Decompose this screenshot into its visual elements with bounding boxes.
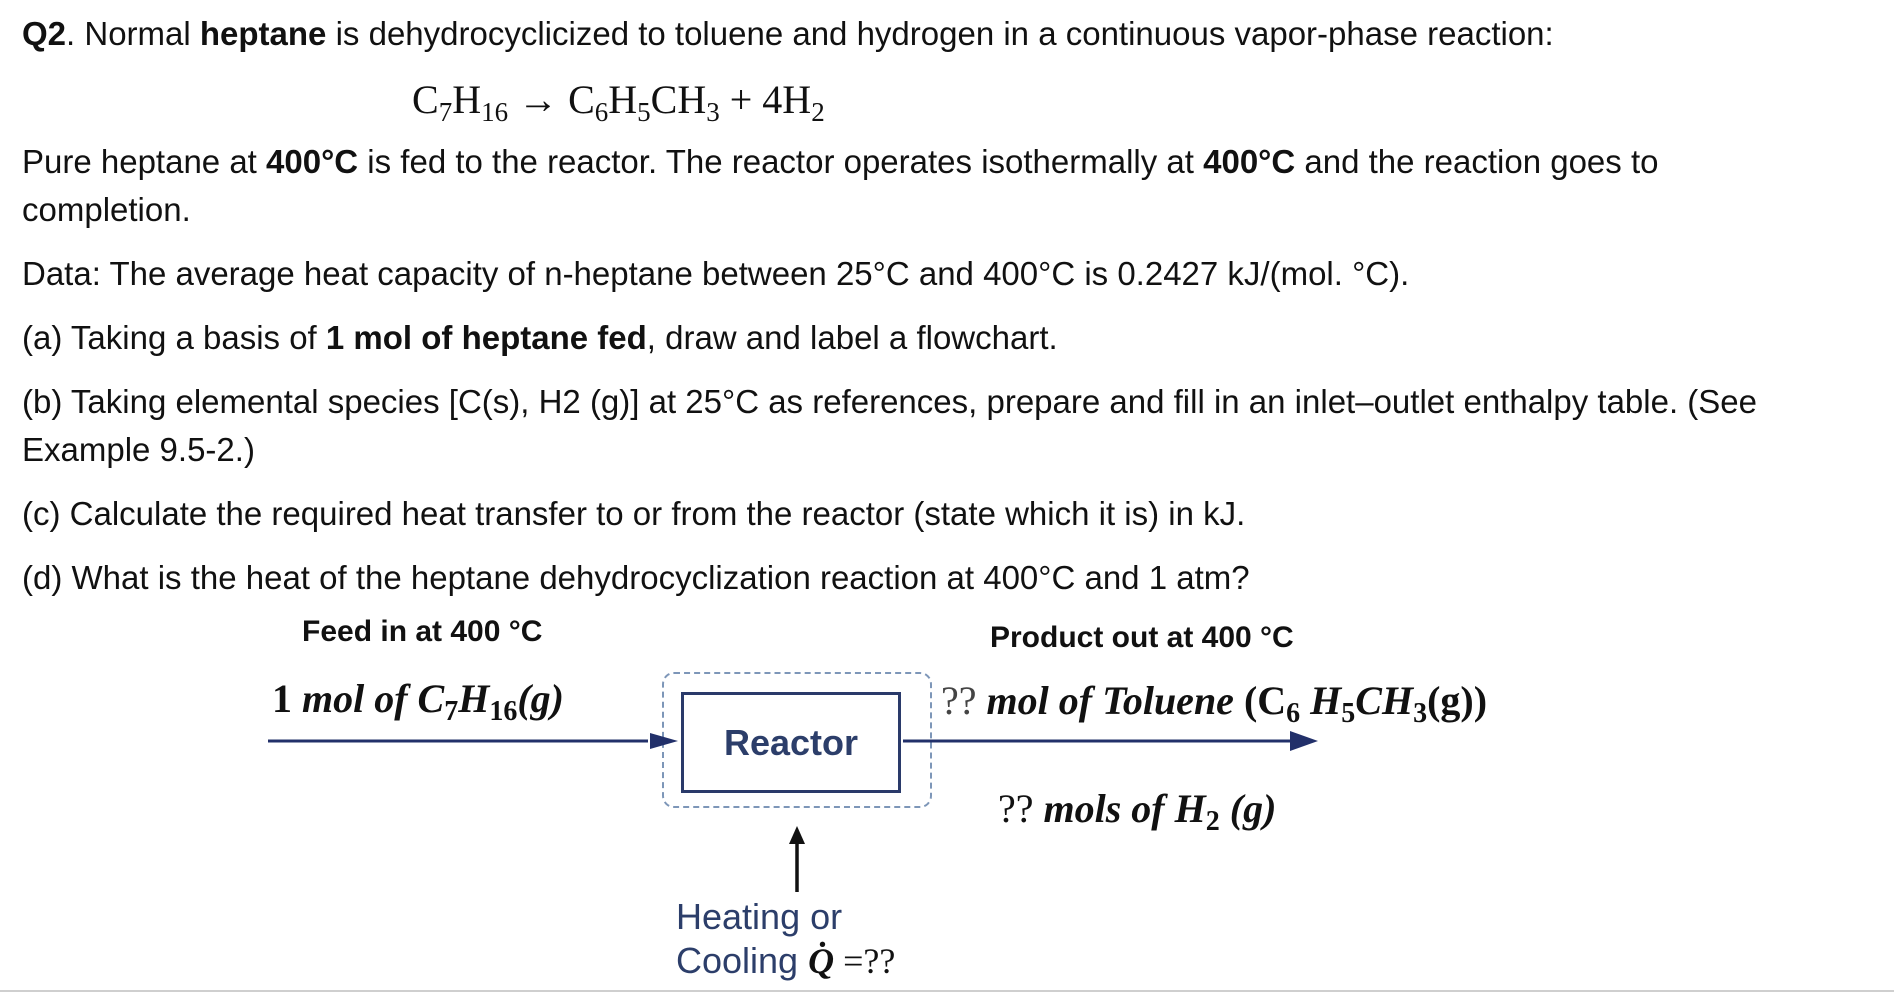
reactor-label: Reactor xyxy=(723,721,859,763)
bottom-rule xyxy=(0,990,1894,992)
feed-conditions-cont: completion. xyxy=(22,191,191,228)
part-c: (c) Calculate the required heat transfer to or from the reactor (state which it is) in kJ. xyxy=(22,495,1246,532)
intro-text-2: is dehydrocyclicized to toluene and hydrogen in a continuous vapor-phase reaction: xyxy=(326,15,1554,52)
product-arrowhead xyxy=(1290,731,1318,751)
feed-label: Feed in at 400 °C xyxy=(302,615,543,648)
part-b-line2: Example 9.5-2.) xyxy=(22,431,255,468)
data-line: Data: The average heat capacity of n-heptane between 25°C and 400°C is 0.2427 kJ/(mol. °C). xyxy=(22,255,1410,292)
heat-line1: Heating or xyxy=(676,896,843,937)
part-a: (a) Taking a basis of 1 mol of heptane fed, draw and label a flowchart. xyxy=(22,319,1058,356)
h2-stream-label: ?? mols of $H_2$ (g) xyxy=(998,786,1277,837)
intro-bold: heptane xyxy=(199,15,327,52)
feed-conditions: Pure heptane at 400°C is fed to the reactor. The reactor operates isothermally at 400°C and the reaction goes to xyxy=(22,143,1659,180)
feed-stream-label: 1 mol of $C_7H_{16}(g)$ xyxy=(272,676,564,727)
intro-text-1: . Normal xyxy=(66,15,200,52)
toluene-stream-label: ?? mol of Toluene ($C_6$ $H_5CH_3(g)$) xyxy=(941,678,1488,729)
heat-line2: Cooling Q̇ =?? xyxy=(676,940,896,981)
feed-arrowhead xyxy=(650,733,678,749)
reaction-equation: $C_7H_{16} \to C_6H_5CH_3 + 4H_2$ xyxy=(412,77,825,127)
question-label: Q2 xyxy=(22,15,67,52)
heat-arrowhead xyxy=(789,826,805,844)
part-d: (d) What is the heat of the heptane dehydrocyclization reaction at 400°C and 1 atm? xyxy=(22,559,1250,596)
product-label: Product out at 400 °C xyxy=(990,621,1294,654)
part-b-line1: (b) Taking elemental species [C(s), H2 (g)] at 25°C as references, prepare and fill in an inlet–outlet enthalpy table. (See xyxy=(22,383,1757,420)
